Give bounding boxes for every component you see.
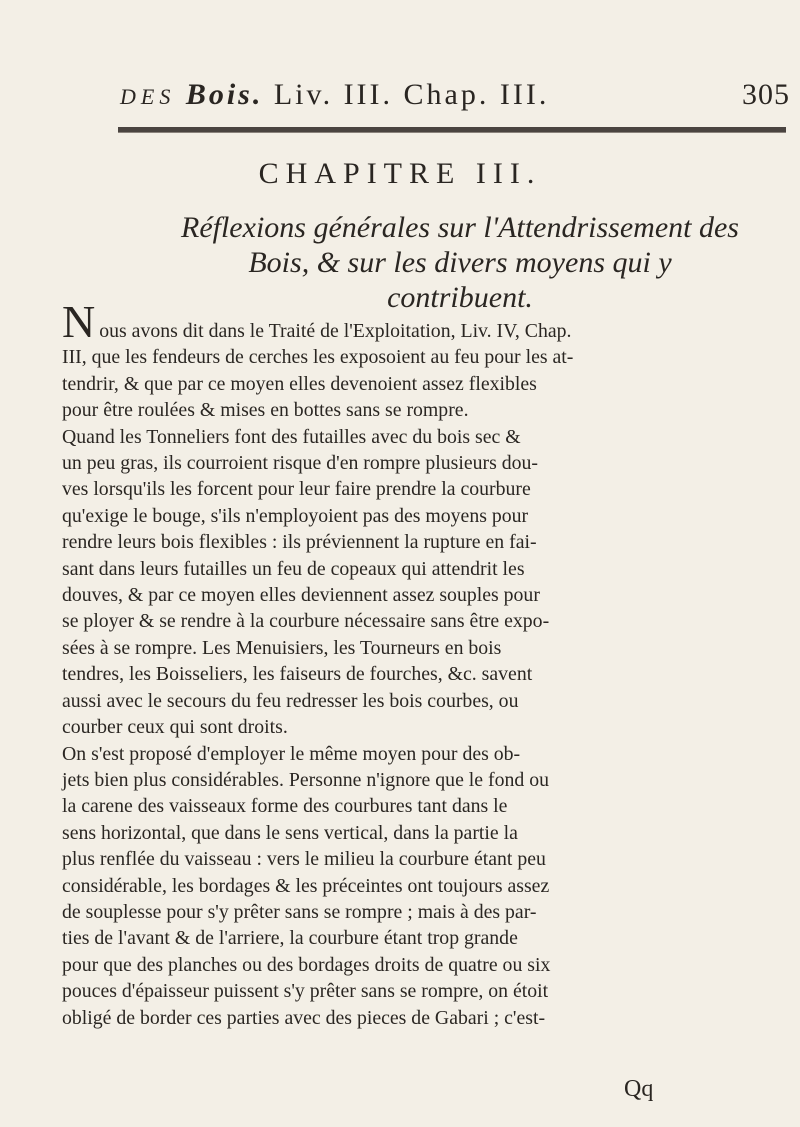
header-rule: [118, 127, 786, 133]
text-line: ves lorsqu'ils les forcent pour leur faire prendre la courbure: [62, 478, 531, 501]
text-line: courber ceux qui sont droits.: [62, 716, 288, 739]
text-line: plus renflée du vaisseau : vers le milieu la courbure étant peu: [62, 848, 546, 871]
text-line: pour que des planches ou des bordages droits de quatre ou six: [62, 953, 551, 976]
running-head-book-chapter: Liv. III. Chap. III.: [273, 78, 550, 111]
text-line: tendrir, & que par ce moyen elles devenoient assez flexibles: [62, 372, 537, 395]
running-head-bois: Bois.: [185, 78, 264, 111]
text-line: On s'est proposé d'employer le même moyen pour des ob-: [62, 742, 521, 765]
running-head-des: DES: [120, 84, 176, 109]
text-line: de souplesse pour s'y prêter sans se rompre ; mais à des par-: [62, 900, 537, 923]
text-line: aussi avec le secours du feu redresser les bois courbes, ou: [62, 689, 519, 712]
drop-cap: N: [62, 296, 96, 347]
text-line: qu'exige le bouge, s'ils n'employoient pas des moyens pour: [62, 504, 529, 527]
text-line: sées à se rompre. Les Menuisiers, les Tourneurs en bois: [62, 636, 502, 659]
title-line: Réflexions générales sur l'Attendrissement des: [181, 211, 739, 244]
text-line: douves, & par ce moyen elles deviennent assez souples pour: [62, 584, 540, 607]
text-line: jets bien plus considérables. Personne n'ignore que le fond ou: [62, 768, 549, 791]
chapter-title: [140, 210, 780, 315]
text-line: Nous avons dit dans le Traité de l'Exploitation, Liv. IV, Chap.: [62, 296, 572, 347]
text-line: un peu gras, ils courroient risque d'en rompre plusieurs dou-: [62, 452, 539, 475]
text-line: rendre leurs bois flexibles : ils préviennent la rupture en fai-: [62, 531, 537, 554]
chapter-heading: CHAPITRE III.: [258, 157, 542, 190]
catchword: Qq: [624, 1076, 654, 1102]
text-line: pouces d'épaisseur puissent s'y prêter sans se rompre, on étoit: [62, 980, 549, 1003]
text-line: considérable, les bordages & les préceintes ont toujours assez: [62, 874, 550, 897]
text-line: Quand les Tonneliers font des futailles avec du bois sec &: [62, 425, 521, 448]
text-line: sant dans leurs futailles un feu de copeaux qui attendrit les: [62, 557, 525, 580]
running-head: [120, 78, 790, 112]
text-line: pour être roulées & mises en bottes sans se rompre.: [62, 399, 469, 422]
text-line: se ployer & se rendre à la courbure nécessaire sans être expo-: [62, 610, 550, 633]
text-line: III, que les fendeurs de cerches les exposoient au feu pour les at-: [62, 346, 574, 369]
title-line: Bois, & sur les divers moyens qui y: [248, 246, 672, 279]
page-number: 305: [742, 78, 790, 111]
text-line: tendres, les Boisseliers, les faiseurs de fourches, &c. savent: [62, 663, 533, 686]
title-line: contribuent.: [387, 281, 533, 314]
text-line: obligé de border ces parties avec des pieces de Gabari ; c'est-: [62, 1006, 546, 1029]
text-line: ties de l'avant & de l'arriere, la courbure étant trop grande: [62, 927, 518, 950]
text-line: la carene des vaisseaux forme des courbures tant dans le: [62, 795, 508, 818]
text-line: sens horizontal, que dans le sens vertical, dans la partie la: [62, 821, 518, 844]
